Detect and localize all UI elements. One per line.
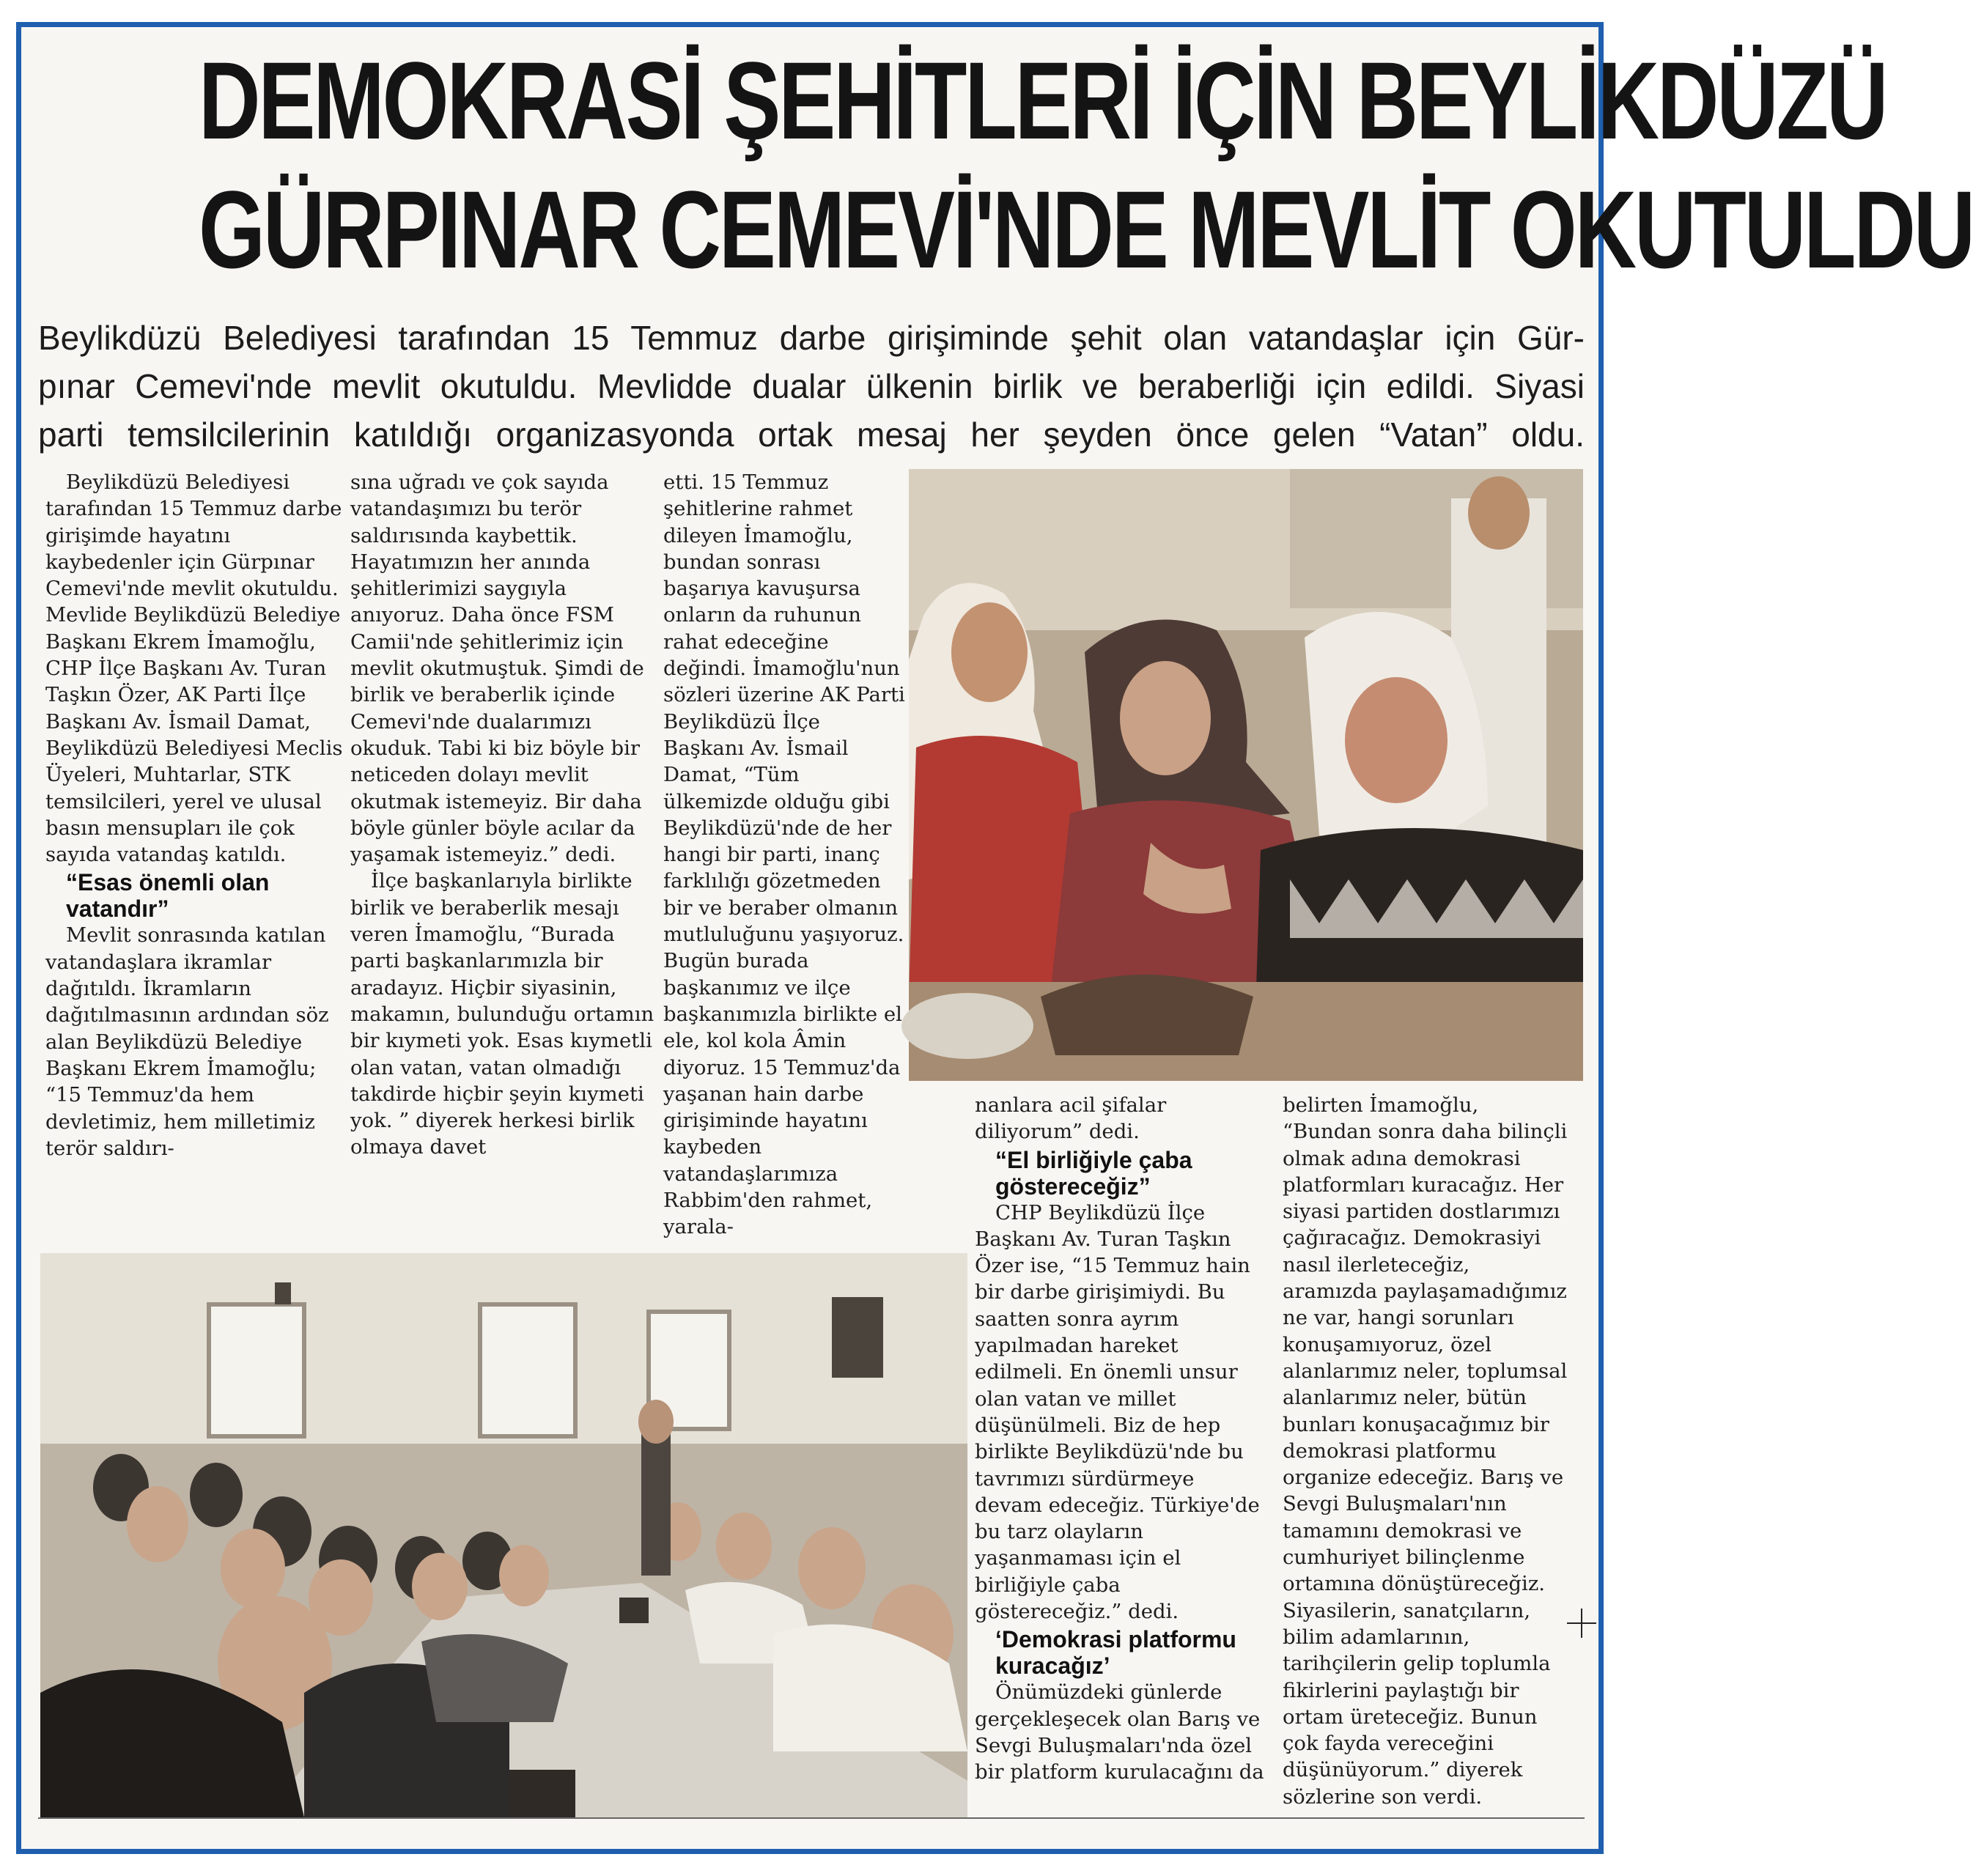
body-paragraph: nanlara acil şifalar diliyorum” dedi. bbox=[975, 1093, 1167, 1144]
article-column-3 bbox=[663, 469, 905, 1241]
photo-table-image bbox=[40, 1253, 967, 1817]
headline-line-1: DEMOKRASİ ŞEHİTLERİ İÇİN BEYLİKDÜZÜ bbox=[199, 39, 1887, 162]
body-paragraph: etti. 15 Temmuz şehitlerine rahmet dileyen İmamoğlu, bundan sonrası başarıya kavuşursa onların da ruhunun rahat edeceğine değindi. İmamoğlu'nun sözleri üzerine AK Parti Beylikdüzü İlçe Başkanı Av. İsmail Damat, “Tüm ülkemizde olduğu gibi Beylikdüzü'nde de her hangi bir parti, inanç farklılığı gözetmeden bir ve beraber olmanın mutluluğunu yaşıyoruz. Bugün burada başkanımız ve ilçe başkanımızla birlikte el ele, kol kola Âmin diyoruz. 15 Temmuz'da yaşanan hain darbe girişiminde hayatını kaybeden vatandaşlarımıza Rabbim'den rahmet, yarala- bbox=[663, 470, 905, 1239]
headline-line-2: GÜRPINAR CEMEVİ'NDE MEVLİT OKUTULDU bbox=[199, 168, 1973, 291]
article-column-1 bbox=[45, 469, 344, 1162]
body-paragraph: CHP Beylikdüzü İlçe Başkanı Av. Turan Taşkın Özer ise, “15 Temmuz hain bir darbe girişimiydi. Bu saatten sonra ayrım yapılmadan hareket edilmeli. En önemli unsur olan vatan ve millet düşünülmeli. Biz de hep birlikte Beylikdüzü'nde bu tavrımızı sürdürmeye devam edeceğiz. Türkiye'de bu tarz olayların yaşanmaması için el birliğiyle çaba göstereceğiz.” dedi. bbox=[975, 1200, 1260, 1624]
bottom-rule bbox=[38, 1817, 1585, 1819]
lead-line: Beylikdüzü Belediyesi tarafından 15 Temmuz darbe girişiminde şehit olan vatandaşlar için Gür- bbox=[38, 319, 1585, 357]
body-paragraph: sına uğradı ve çok sayıda vatandaşımızı bu terör saldırısında kaybettik. Hayatımızın her anında şehitlerimizi saygıyla anıyoruz. Daha önce FSM Camii'nde şehitlerimiz için mevlit okutmuştuk. Şimdi de birlik ve beraberlik içinde Cemevi'nde dualarımızı okuduk. Tabi ki biz böyle bir neticeden dolayı mevlit okutmak istemeyiz. Bir daha böyle günler böyle acılar da yaşamak istemeyiz.” dedi. bbox=[350, 470, 644, 867]
subheading: “Esas önemli olan vatandır” bbox=[66, 869, 270, 923]
body-paragraph: İlçe başkanlarıyla birlikte birlik ve beraberlik mesajı veren İmamoğlu, “Burada parti başkanlarımızla bir aradayız. Hiçbir siyasinin, makamın, bulunduğu ortamın bir kıymeti yok. Esas kıymetli olan vatan, vatan olmadığı takdirde hiçbir şeyin kıymeti yok. ” diyerek herkesi birlik olmaya davet bbox=[350, 869, 654, 1159]
body-paragraph: Beylikdüzü Belediyesi tarafından 15 Temmuz darbe girişimde hayatını kaybedenler için Gürpınar Cemevi'nde mevlit okutuldu. Mevlide Beylikdüzü Belediye Başkanı Ekrem İmamoğlu, CHP İlçe Başkanı Av. Turan Taşkın Özer, AK Parti İlçe Başkanı Av. İsmail Damat, Beylikdüzü Belediyesi Meclis Üyeleri, Muhtarlar, STK temsilcileri, yerel ve ulusal basın mensupları ile çok sayıda vatandaş katıldı. bbox=[45, 470, 343, 867]
subheading: “El birliğiyle çaba göstereceğiz” bbox=[995, 1146, 1192, 1200]
subheading: ‘Demokrasi platformu kuracağız’ bbox=[995, 1626, 1236, 1680]
lead-line: pınar Cemevi'nde mevlit okutuldu. Mevlidde dualar ülkenin birlik ve beraberliği için edildi. Siyasi bbox=[38, 367, 1585, 405]
article-column-2 bbox=[350, 469, 662, 1161]
photo-table-gathering bbox=[40, 1253, 967, 1817]
photo-women-attendees bbox=[909, 469, 1583, 1081]
body-paragraph: belirten İmamoğlu, “Bundan sonra daha bilinçli olmak adına demokrasi platformları kuracağız. Her siyasi partiden dostlarımızı çağıracağız. Demokrasiyi nasıl ilerleteceğiz, aramızda paylaşamadığımız ne var, hangi sorunları konuşamıyoruz, özel alanlarımız neler, toplumsal alanlarımız neler, bütün bunları konuşacağımız bir demokrasi platformu organize edeceğiz. Barış ve Sevgi Buluşmaları'nın tamamını demokrasi ve cumhuriyet bilinçlenme ortamına dönüştüreceğiz. Siyasilerin, sanatçıların, bilim adamlarının, tarihçilerin gelip toplumla fikirlerini paylaştığı bir ortam üreteceğiz. Bunun çok fayda vereceğini düşünüyorum.” diyerek sözlerine son verdi. bbox=[1283, 1093, 1568, 1809]
lead-line: parti temsilcilerinin katıldığı organizasyonda ortak mesaj her şeyden önce gelen “Vatan” oldu. bbox=[38, 416, 1585, 454]
registration-mark bbox=[1567, 1609, 1596, 1638]
photo-women-image bbox=[909, 469, 1583, 1081]
article-column-5 bbox=[1283, 1092, 1568, 1810]
body-paragraph: Önümüzdeki günlerde gerçekleşecek olan Barış ve Sevgi Buluşmaları'nda özel bir platform kurulacağını da bbox=[975, 1680, 1264, 1784]
lead-paragraph bbox=[38, 314, 1585, 459]
article-column-4 bbox=[975, 1092, 1264, 1786]
body-paragraph: Mevlit sonrasında katılan vatandaşlara ikramlar dağıtıldı. İkramların dağıtılmasının ardından söz alan Beylikdüzü Belediye Başkanı Ekrem İmamoğlu; “15 Temmuz'da hem devletimiz, hem milletimiz terör saldırı- bbox=[45, 923, 329, 1160]
